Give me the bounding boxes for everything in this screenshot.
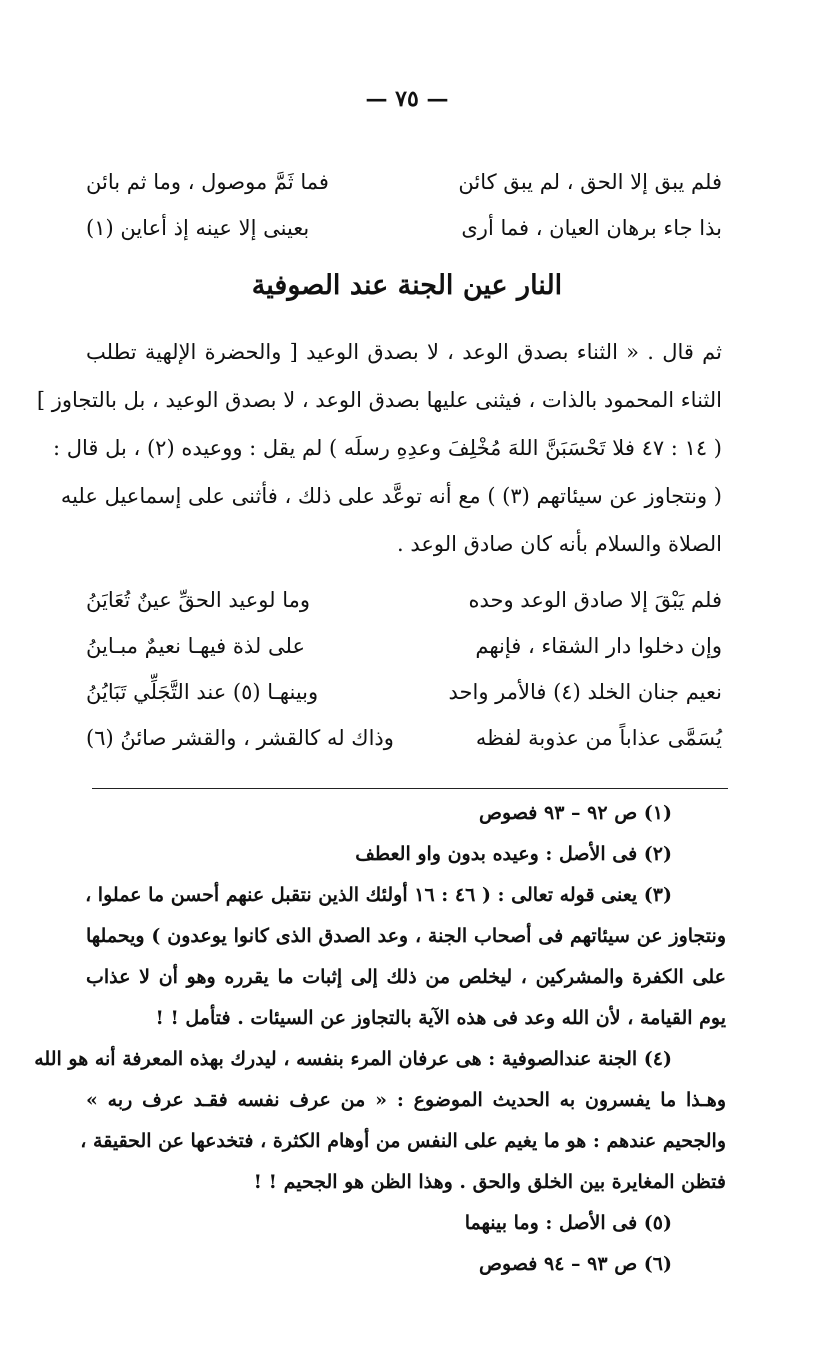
footnote-line: على الكفرة والمشركين ، ليخلص من ذلك إلى إثبات ما يقرره وهو أن لا عذاب: [86, 966, 726, 988]
verse-first-hemistich: يُسَمَّى عذاباً من عذوبة لفظه: [475, 726, 722, 750]
verse-line: [86, 726, 722, 772]
footnote-line: والجحيم عندهم : هو ما يغيم على النفس من أوهام الكثرة ، فتخدعها عن الحقيقة ،: [80, 1130, 726, 1152]
paragraph-line: الصلاة والسلام بأنه كان صادق الوعد .: [396, 532, 722, 556]
main-paragraph: [36, 340, 722, 580]
footnote-line: ونتجاوز عن سيئاتهم فى أصحاب الجنة ، وعد الصدق الذى كانوا يوعدون ) ويحملها: [86, 925, 726, 947]
verse-second-hemistich: على لذة فيهـا نعيمٌ مبـاينُ: [86, 634, 305, 658]
paragraph-line: ثم قال . « الثناء بصدق الوعد ، لا بصدق الوعيد [ والحضرة الإلهية تطلب: [86, 340, 722, 364]
footnote-separator: [92, 788, 728, 789]
footnote-line: (١) ص ٩٢ – ٩٣ فصوص: [479, 802, 672, 824]
verse-line: [86, 588, 722, 634]
verse-line: [86, 216, 722, 262]
verse-line: [86, 170, 722, 216]
footnote-line: (٣) يعنى قوله تعالى : ( ٤٦ : ١٦ أولئك الذين نتقبل عنهم أحسن ما عملوا ،: [85, 884, 672, 906]
footnote-line: (٥) فى الأصل : وما بينهما: [464, 1212, 672, 1234]
verse-first-hemistich: بذا جاء برهان العيان ، فما أرى: [461, 216, 722, 240]
footnote-line: وهـذا ما يفسرون به الحديث الموضوع : « من عرف نفسه فقـد عرف ربه »: [86, 1089, 726, 1111]
page-number: — ٧٥ —: [365, 86, 449, 112]
verse-line: [86, 634, 722, 680]
verse-second-hemistich: وذاك له كالقشر ، والقشر صائنُ (٦): [86, 726, 394, 750]
footnote-line: (٢) فى الأصل : وعيده بدون واو العطف: [355, 843, 672, 865]
verse-first-hemistich: نعيم جنان الخلد (٤) فالأمر واحد: [448, 680, 722, 704]
paragraph-line: ( ١٤ : ٤٧ فلا تَحْسَبَنَّ اللهَ مُخْلِفَ وعدِهِ رسلَه ) لم يقل : ووعيده (٢) ، بل قال :: [52, 436, 722, 460]
verses-top: [86, 170, 722, 262]
verse-line: [86, 680, 722, 726]
footnote-line: فتظن المغايرة بين الخلق والحق . وهذا الظن هو الجحيم ! !: [253, 1171, 726, 1193]
verse-second-hemistich: بعينى إلا عينه إذ أعاين (١): [86, 216, 310, 240]
verse-second-hemistich: فما ثَمَّ موصول ، وما ثم بائن: [86, 170, 329, 194]
footnote-line: (٤) الجنة عندالصوفية : هى عرفان المرء بنفسه ، ليدرك بهذه المعرفة أنه هو الله: [34, 1048, 672, 1070]
verses-bottom: [86, 588, 722, 772]
footnote-line: (٦) ص ٩٣ – ٩٤ فصوص: [479, 1253, 672, 1275]
paragraph-line: الثناء المحمود بالذات ، فيثنى عليها بصدق الوعد ، لا بصدق الوعيد ، بل بالتجاوز ]: [36, 388, 722, 412]
verse-first-hemistich: فلم يَبْقَ إلا صادق الوعد وحده: [468, 588, 722, 612]
paragraph-line: ( ونتجاوز عن سيئاتهم (٣) ) مع أنه توعَّد على ذلك ، فأثنى على إسماعيل عليه: [60, 484, 722, 508]
verse-first-hemistich: فلم يبق إلا الحق ، لم يبق كائن: [458, 170, 722, 194]
footnote-line: يوم القيامة ، لأن الله وعد فى هذه الآية بالتجاوز عن السيئات . فتأمل ! !: [155, 1007, 726, 1029]
verse-second-hemistich: وبينهـا (٥) عند التَّجَلِّي تَبَايُنُ: [86, 680, 319, 704]
section-heading: النار عين الجنة عند الصوفية: [251, 270, 563, 301]
verse-second-hemistich: وما لوعيد الحقِّ عينٌ تُعَايَنُ: [86, 588, 310, 612]
footnotes: [34, 802, 726, 1294]
verse-first-hemistich: وإن دخلوا دار الشقاء ، فإنهم: [475, 634, 722, 658]
